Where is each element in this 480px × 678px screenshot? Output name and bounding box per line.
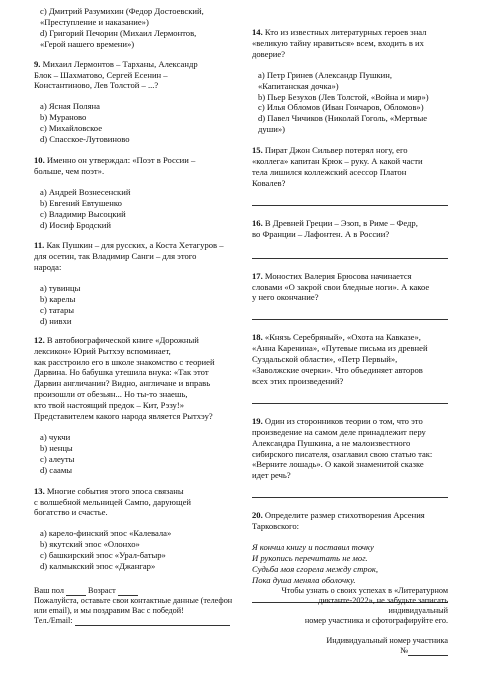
question-16 <box>252 218 448 259</box>
question-text: В Древней Греции – Эзоп, в Риме – Федр, <box>264 217 418 228</box>
option-d: d) Иосиф Бродский <box>40 219 111 230</box>
question-number: 9. <box>34 58 41 69</box>
question-text: Дарвин англичанин? Видно, англичане и вправь <box>34 378 211 389</box>
results-note-line1: Чтобы узнать о своих успехах в «Литературном <box>281 586 448 595</box>
answer-options <box>252 70 448 135</box>
question-13 <box>34 486 237 572</box>
question-text: тела лишился коллежский асессор Платон <box>252 166 407 177</box>
question-text: «Анна Каренина», «Путевые письма из древней <box>252 343 428 354</box>
question-number: 10. <box>34 154 45 165</box>
question-19 <box>252 416 448 498</box>
answer-options <box>34 528 237 572</box>
question-text: словами «О закрой свои бледные ноги». А какое <box>252 281 430 292</box>
question-text: Определите размер стихотворения Арсения <box>264 510 425 521</box>
question-text: во Франции – Лафонтен. А в России? <box>252 228 390 239</box>
question-text: В автобиографической книге «Дорожный <box>46 334 199 345</box>
footer-left <box>34 586 254 626</box>
option-b: b) карелы <box>40 294 76 305</box>
q8-option-c-line2: «Преступление и наказание») <box>40 16 149 27</box>
q8-option-d-line1: d) Григорий Печорин (Михаил Лермонтов, <box>40 27 197 38</box>
poem-line: Судьба моя сгорела между строк, <box>252 563 379 574</box>
question-text: богатство и счастье. <box>34 507 108 518</box>
question-9 <box>34 59 237 145</box>
question-text: «Верните лошадь». О какой знаменитой сказке <box>252 459 424 470</box>
question-text: «Заволжские очерки». Что объединяет авторов <box>252 365 423 376</box>
question-text: Дарвина. Но бабушка утешила внука: «Так этот <box>34 367 209 378</box>
question-text: Один из сторонников теории о том, что это <box>264 415 423 426</box>
option-a-line1: a) Петр Гринев (Александр Пушкин, <box>258 69 393 80</box>
gender-label: Ваш пол <box>34 586 64 595</box>
option-d: d) калмыкский эпос «Джангар» <box>40 561 156 572</box>
option-c: c) алеуты <box>40 453 75 464</box>
question-text: «Князь Серебряный», «Охота на Кавказе», <box>264 332 421 343</box>
option-b: b) Пьер Безухов (Лев Толстой, «Война и мир») <box>258 91 429 102</box>
gender-field[interactable] <box>66 587 86 596</box>
question-number: 15. <box>252 145 263 156</box>
answer-line[interactable] <box>252 403 448 404</box>
poem-line: Пока душа меняла оболочку. <box>252 574 356 585</box>
question-text: Как Пушкин – для русских, а Коста Хетагуров – <box>46 240 224 251</box>
question-text: Константиново, Лев Толстой – ...? <box>34 80 159 91</box>
results-note-line2: диктанте-2022», не забудьте записать индивидуальный <box>318 596 448 615</box>
question-number: 16. <box>252 217 263 228</box>
option-b: b) якутский эпос «Олонхо» <box>40 539 140 550</box>
contact-field[interactable] <box>75 617 230 626</box>
answer-options <box>34 101 237 145</box>
question-number: 18. <box>252 332 263 343</box>
question-number: 11. <box>34 240 45 251</box>
option-c: c) Михайловское <box>40 123 103 134</box>
question-text: Ковалев? <box>252 177 286 188</box>
option-a: a) карело-финский эпос «Калевала» <box>40 528 172 539</box>
question-15 <box>252 145 448 206</box>
answer-line[interactable] <box>252 258 448 259</box>
left-column <box>34 6 237 572</box>
question-number: 19. <box>252 415 263 426</box>
question-number: 12. <box>34 334 45 345</box>
q8-options-tail <box>34 6 237 50</box>
answer-line[interactable] <box>252 497 448 498</box>
question-number: 14. <box>252 27 263 37</box>
option-c: c) башкирский эпос «Урал-батыр» <box>40 550 166 561</box>
contact-request: Пожалуйста, оставьте свои контактные данные (телефон <box>34 596 233 605</box>
question-text: Моностих Валерия Брюсова начинается <box>264 270 412 281</box>
option-b: b) ненцы <box>40 442 73 453</box>
question-text: народа: <box>34 262 62 273</box>
question-number: 13. <box>34 485 45 496</box>
participant-id-field[interactable] <box>408 647 448 656</box>
question-text: с волшебной мельницей Сампо, дарующей <box>34 496 191 507</box>
footer-right <box>258 586 448 656</box>
q8-option-d-line2: «Герой нашего времени») <box>40 38 135 49</box>
contact-label: Тел./Email: <box>34 616 73 625</box>
question-text: доверие? <box>252 48 286 59</box>
option-d: d) саамы <box>40 464 73 475</box>
answer-options <box>34 283 237 327</box>
question-text: Тарковского: <box>252 521 300 532</box>
question-text: Представителем какого народа является Рытхэу? <box>34 411 213 422</box>
right-column <box>252 27 448 603</box>
question-text: Блок – Шахматово, Сергей Есенин – <box>34 69 168 80</box>
option-a: a) Андрей Вознесенский <box>40 186 131 197</box>
question-12 <box>34 335 237 476</box>
option-c: c) татары <box>40 304 75 315</box>
question-text: Михаил Лермонтов – Тарханы, Александр <box>42 58 198 69</box>
results-note-line3: номер участника и сфотографируйте его. <box>304 616 448 625</box>
number-sign: № <box>400 646 408 655</box>
question-text: Кто из известных литературных героев знал <box>264 27 427 37</box>
option-d: d) нивхи <box>40 315 72 326</box>
question-text: у него окончание? <box>252 292 319 303</box>
question-17 <box>252 271 448 321</box>
option-b: b) Евгений Евтушенко <box>40 197 122 208</box>
question-text: «великую тайну нравиться» всем, входить в их <box>252 37 424 48</box>
question-10 <box>34 155 237 230</box>
question-text: произведение на самом деле принадлежит перу <box>252 426 426 437</box>
age-field[interactable] <box>118 587 138 596</box>
question-text: Многие события этого эпоса связаны <box>46 485 184 496</box>
question-text: больше, чем поэт». <box>34 165 105 176</box>
question-text: Александра Пушкина, а не малоизвестного <box>252 437 411 448</box>
poem-line: Я кончил книгу и поставил точку <box>252 542 374 553</box>
answer-line[interactable] <box>252 319 448 320</box>
answer-options <box>34 187 237 231</box>
question-11 <box>34 240 237 326</box>
option-a: a) чукчи <box>40 432 71 442</box>
question-text: лексикон» Юрий Рытхэу вспоминает, <box>34 345 171 356</box>
question-18 <box>252 332 448 404</box>
answer-options <box>34 432 237 476</box>
option-c: c) Илья Обломов (Иван Гончаров, Обломов») <box>258 102 424 113</box>
option-a-line2: «Капитанская дочка») <box>258 80 339 91</box>
option-d-line1: d) Павел Чичиков (Николай Гоголь, «Мертвые <box>258 113 428 124</box>
question-text: всех этих произведений? <box>252 375 344 386</box>
question-text: Пират Джон Сильвер потерял ногу, его <box>264 145 408 156</box>
question-text: Суздальской области», «Петр Первый», <box>252 354 398 365</box>
q8-option-c-line1: c) Дмитрий Разумихин (Федор Достоевский, <box>40 6 204 16</box>
question-text: идет речь? <box>252 470 291 481</box>
option-a: a) тувинцы <box>40 283 81 294</box>
option-d-line2: души») <box>258 124 286 135</box>
question-text: для осетин, так Владимир Санги – для этого <box>34 251 197 262</box>
participant-id-label: Индивидуальный номер участника <box>326 636 448 645</box>
contact-request-2: или email), и мы поздравим Вас с победой! <box>34 606 184 615</box>
question-number: 20. <box>252 510 263 521</box>
question-text: произошли от обезьян... Но ты-то знаешь, <box>34 389 188 400</box>
question-14 <box>252 27 448 135</box>
poem <box>252 542 448 586</box>
option-b: b) Мураново <box>40 112 87 123</box>
question-number: 17. <box>252 270 263 281</box>
answer-line[interactable] <box>252 205 448 206</box>
question-text: «коллега» капитан Крюк – руку. А какой части <box>252 156 423 167</box>
question-text: Именно он утверждал: «Поэт в России – <box>46 154 196 165</box>
question-text: сибирского писателя, озаглавил свою статью так: <box>252 448 433 459</box>
question-text: кто твой настоящий предок – Кит, Рэзу!» <box>34 400 184 411</box>
age-label: Возраст <box>88 586 116 595</box>
option-d: d) Спасское-Лутовиново <box>40 134 130 145</box>
question-text: как расстроило его в школе знакомство с теорией <box>34 356 215 367</box>
option-a: a) Ясная Поляна <box>40 101 100 112</box>
option-c: c) Владимир Высоцкий <box>40 208 126 219</box>
poem-line: И рукопись перечитать не мог. <box>252 553 368 563</box>
